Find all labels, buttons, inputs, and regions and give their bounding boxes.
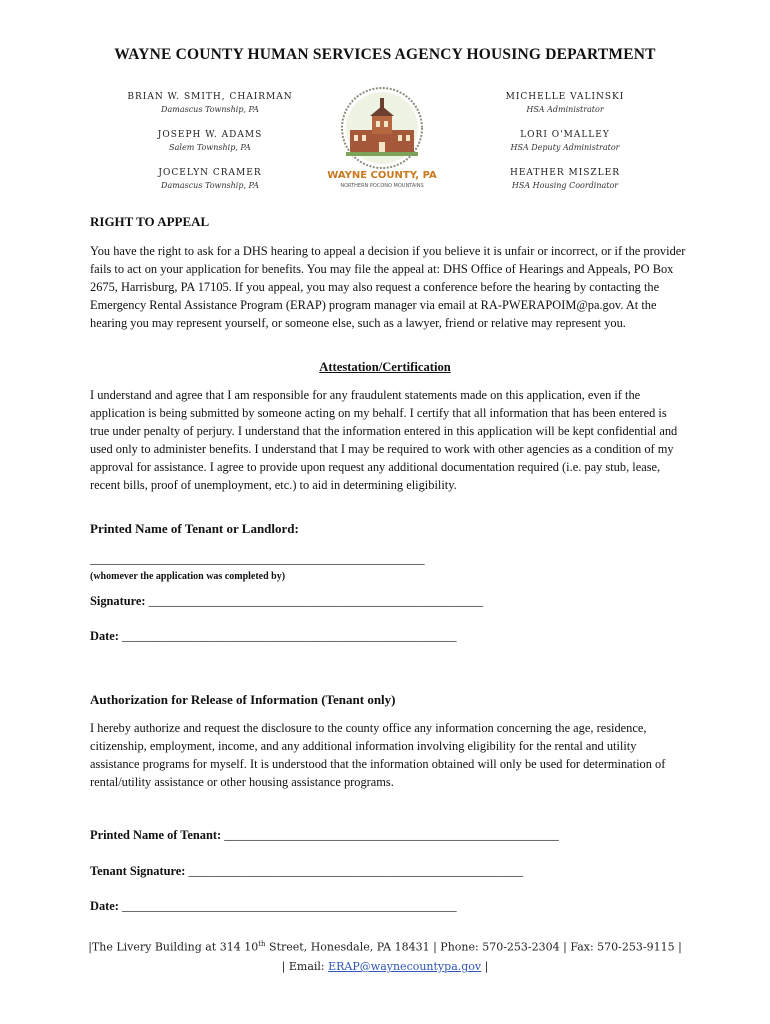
attestation-text: I understand and agree that I am responsible for any fraudulent statements made on this application, even if the application is being submitted by someone acting on my behalf. I certify that all information that has been entered is true under penalty of perjury. I understand that the information entered in this application will be kept confidential and used only to administer benefits. I understand that I may be required to work with other agencies as a condition of my approval for assistance. I agree to provide upon request any additional documentation required (i.e. pay stub, lease, recent bills, proof of unemployment, etc.) to aid in determining eligibility. — [90, 388, 678, 492]
official-name: LORI O'MALLEY — [520, 130, 610, 140]
footer-email-end: | — [481, 960, 489, 973]
signature-label: Signature: — [90, 594, 149, 608]
footer-address-sup: th — [258, 940, 266, 948]
county-logo — [320, 80, 444, 194]
tenant-date-label: Date: — [90, 899, 122, 913]
logo-text: WAYNE COUNTY, PA — [327, 170, 437, 181]
official-name: MICHELLE VALINSKI — [505, 92, 625, 102]
footer-address — [0, 940, 770, 954]
completion-note: (whomever the application was completed by) — [90, 571, 286, 582]
tenant-signature-row — [90, 864, 523, 879]
appeal-text: You have the right to ask for a DHS hearing to appeal a decision if you believe it is unfair or incorrect, or if the provider fails to act on your application for benefits. You may file the appeal at: DHS Office of Hearings and Appeals, PO Box 2675, Harrisburg, PA 17105. If you appeal, you may also request a conference before the hearing by contacting the Emergency Rental Assistance Program (ERAP) program manager via email at RA-PWERAPOIM@pa.gov. At the hearing you may represent yourself, or someone else, such as a lawyer, friend or relative may represent you. — [90, 244, 686, 330]
official — [120, 91, 300, 129]
tenant-printed-name-row — [90, 828, 559, 843]
printed-name-field[interactable]: ______________________________________________________ — [90, 552, 425, 566]
official — [120, 129, 300, 167]
tenant-date-field[interactable]: ______________________________________________________ — [122, 899, 457, 913]
date-field[interactable]: ______________________________________________________ — [122, 629, 457, 643]
official — [120, 167, 300, 205]
official-title: HSA Deputy Administrator — [510, 143, 620, 152]
official-location: Damascus Township, PA — [161, 105, 259, 114]
footer-address-end: Street, Honesdale, PA 18431 | Phone: 570-253-2304 | Fax: 570-253-9115 | — [265, 940, 682, 954]
signature-field[interactable]: ______________________________________________________ — [148, 594, 484, 608]
official — [490, 129, 640, 167]
page-title: WAYNE COUNTY HUMAN SERVICES AGENCY HOUSING DEPARTMENT — [114, 46, 656, 63]
date-row — [90, 629, 457, 644]
official — [490, 167, 640, 205]
printed-name-label: Printed Name of Tenant or Landlord: — [90, 521, 299, 536]
appeal-heading: RIGHT TO APPEAL — [90, 214, 210, 229]
tenant-printed-name-label: Printed Name of Tenant: — [90, 828, 225, 842]
official-location: Salem Township, PA — [169, 143, 251, 152]
left-officials — [120, 91, 300, 205]
official-name: JOCELYN CRAMER — [158, 168, 262, 178]
official-name: HEATHER MISZLER — [510, 168, 620, 178]
footer-email-link[interactable]: ERAP@waynecountypa.gov — [328, 960, 482, 973]
official — [490, 91, 640, 129]
tenant-date-row — [90, 899, 457, 914]
logo-subtext: NORTHERN POCONO MOUNTAINS — [340, 183, 424, 189]
official-title: HSA Administrator — [526, 105, 604, 114]
official-name: JOSEPH W. ADAMS — [157, 130, 263, 140]
footer-email — [0, 960, 770, 973]
attestation-heading: Attestation/Certification — [319, 360, 451, 374]
official-location: Damascus Township, PA — [161, 181, 259, 190]
footer-email-label: | Email: — [281, 960, 329, 973]
official-name: BRIAN W. SMITH, CHAIRMAN — [127, 92, 293, 102]
footer-address-start: |The Livery Building at 314 10 — [88, 940, 259, 954]
date-label: Date: — [90, 629, 122, 643]
tenant-signature-field[interactable]: ______________________________________________________ — [188, 864, 524, 878]
right-officials — [490, 91, 640, 205]
official-title: HSA Housing Coordinator — [511, 181, 619, 190]
authorization-heading: Authorization for Release of Information (Tenant only) — [90, 692, 396, 707]
tenant-signature-label: Tenant Signature: — [90, 864, 189, 878]
authorization-text: I hereby authorize and request the disclosure to the county office any information concerning the age, residence, citizenship, employment, income, and any additional information involving eligibility for the rental and utility assistance programs for myself. It is understood that the information obtained will only be used for determination of rental/utility assistance or other housing assistance programs. — [90, 721, 666, 789]
tenant-printed-name-field[interactable]: ______________________________________________________ — [224, 828, 559, 842]
signature-row — [90, 594, 483, 609]
